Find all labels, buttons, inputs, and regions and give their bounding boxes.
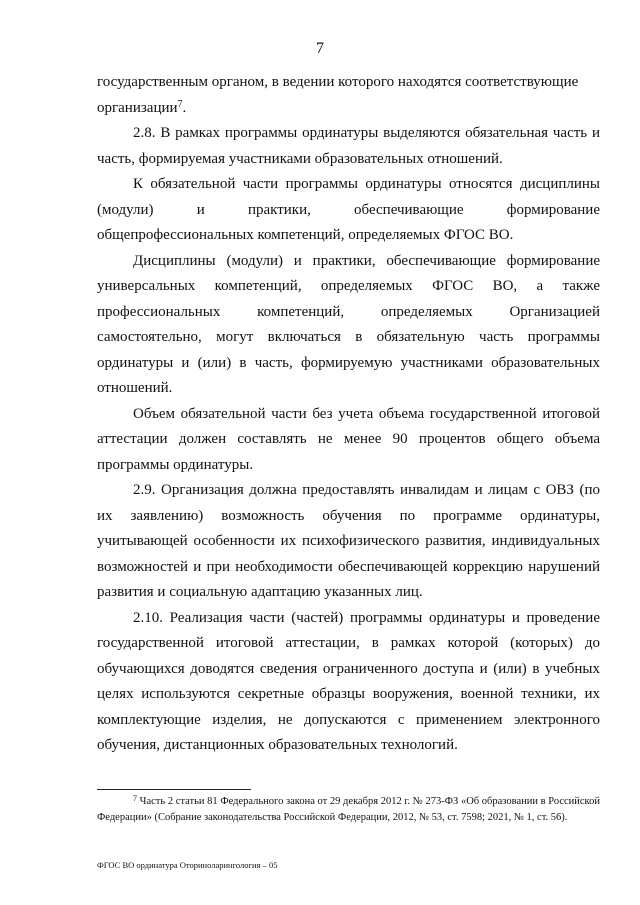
paragraph-volume: Объем обязательной части без учета объема государственной итоговой аттестации должен составлять не менее 90 процентов общего объема программы ординатуры. bbox=[97, 405, 600, 473]
paragraph-continuation: государственным органом, в ведении которого находятся соответствующие организации$^7$. bbox=[97, 74, 579, 116]
footnote bbox=[97, 794, 600, 825]
paragraph-2-10: 2.10. Реализация части (частей) программы ординатуры и проведение государственной итоговой аттестации, в рамках которой (которых) до обучающихся доводятся сведения ограниченного доступа и (или) в учебных целях используются секретные образцы вооружения, военной техники, их комплектующие изделия, не допускаются с применением электронного обучения, дистанционных образовательных технологий. bbox=[97, 609, 600, 753]
footnote-reference: 7 bbox=[177, 98, 183, 110]
paragraph-disciplines: Дисциплины (модули) и практики, обеспечивающие формирование универсальных компетенций, определяемых ФГОС ВО, а также профессиональных компетенций, определяемых Организацией самостоятельно, могут включаться в обязательную часть программы ординатуры и (или) в часть, формируемую участниками образовательных отношений. bbox=[97, 252, 600, 396]
footnote-number: 7 bbox=[133, 794, 137, 803]
document-body bbox=[97, 70, 600, 759]
footnote-divider bbox=[97, 789, 251, 790]
paragraph-text: государственным органом, в ведении которого находятся соответствующие организации bbox=[97, 74, 579, 116]
paragraph-mandatory-part: К обязательной части программы ординатуры относятся дисциплины (модули) и практики, обеспечивающие формирование общепрофессиональных компетенций, определяемых ФГОС ВО. bbox=[97, 176, 600, 243]
page-number: 7 bbox=[316, 40, 324, 57]
paragraph-2-8: 2.8. В рамках программы ординатуры выделяются обязательная часть и часть, формируемая участниками образовательных отношений. bbox=[97, 125, 600, 167]
paragraph-2-9: 2.9. Организация должна предоставлять инвалидам и лицам с ОВЗ (по их заявлению) возможность обучения по программе ординатуры, учитывающей особенности их психофизического развития, индивидуальных возможностей и при необходимости обеспечивающей коррекцию нарушений развития и социальную адаптацию указанных лиц. bbox=[97, 482, 600, 600]
footnote-text: Часть 2 статьи 81 Федерального закона от 29 декабря 2012 г. № 273-ФЗ «Об образовании в Российской Федерации» (Собрание законодательства Российской Федерации, 2012, № 53, ст. 7598; 2021, № 1, ст. 56). bbox=[97, 796, 600, 823]
page-footer: ФГОС ВО ординатура Оториноларингология – 05 bbox=[97, 860, 278, 870]
